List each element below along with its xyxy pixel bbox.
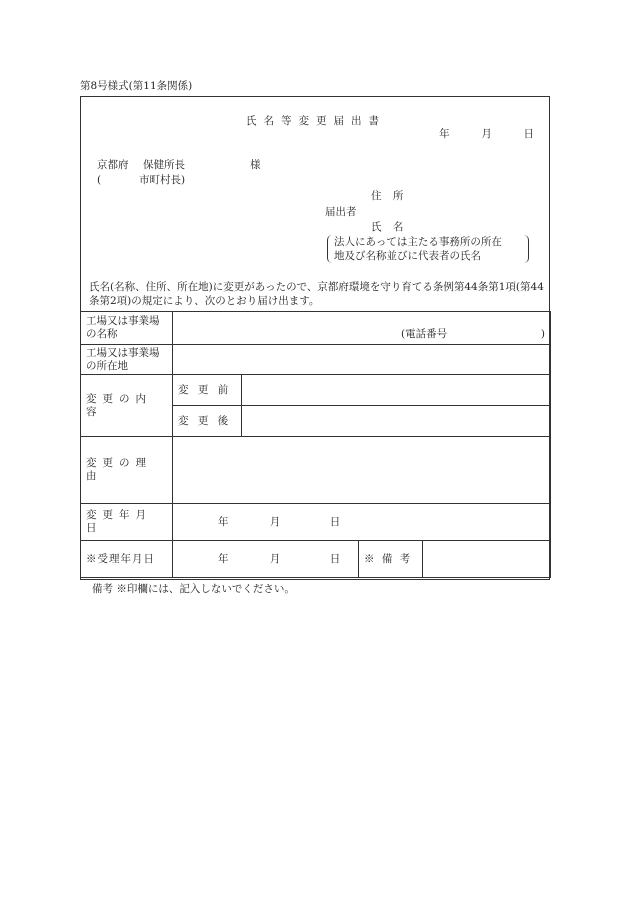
date-month: 月 xyxy=(481,128,493,140)
receipt-day: 日 xyxy=(329,552,341,565)
form-number-label: 第8号様式(第11条関係) xyxy=(80,80,193,92)
reason-field[interactable] xyxy=(173,437,551,504)
change-date-label: 変更年月日 xyxy=(81,504,173,541)
submission-date xyxy=(439,128,535,141)
facility-location-label: 工場又は事業場の所在地 xyxy=(81,345,173,375)
change-day: 日 xyxy=(329,515,341,528)
change-content-label: 変更の内容 xyxy=(81,375,173,437)
row-receipt-date xyxy=(81,541,551,578)
row-facility-name xyxy=(81,312,551,345)
addressee-alt-office: 市町村長) xyxy=(139,174,186,186)
footnote: 備考 ※印欄には、記入しないでください。 xyxy=(92,583,295,595)
notifier-address-label: 住 所 xyxy=(371,190,408,202)
addressee-prefecture: 京都府 xyxy=(97,159,129,171)
remarks-field xyxy=(423,541,551,578)
receipt-month: 月 xyxy=(269,552,281,565)
receipt-date-label: ※受理年月日 xyxy=(81,541,173,578)
notifier-label: 届出者 xyxy=(325,206,357,218)
row-facility-location xyxy=(81,345,551,375)
facility-location-field[interactable] xyxy=(173,345,551,375)
reason-label: 変更の理由 xyxy=(81,437,173,504)
form-title: 氏名等変更届出書 xyxy=(246,115,386,127)
receipt-date-field xyxy=(173,541,359,578)
change-date-field[interactable] xyxy=(173,504,551,541)
addressee-office: 保健所長 xyxy=(143,159,185,171)
addressee-honorific: 様 xyxy=(250,159,261,171)
before-field[interactable] xyxy=(242,375,551,406)
addressee-alt-paren: ( xyxy=(97,174,102,186)
date-day: 日 xyxy=(523,128,535,140)
row-reason xyxy=(81,437,551,504)
notification-table xyxy=(80,311,551,578)
before-label: 変 更 前 xyxy=(173,375,242,406)
remarks-label: ※ 備 考 xyxy=(359,541,423,578)
row-change-before xyxy=(81,375,551,406)
change-year: 年 xyxy=(218,515,229,528)
after-field[interactable] xyxy=(242,406,551,437)
row-change-date xyxy=(81,504,551,541)
phone-label: (電話番号 xyxy=(401,328,448,340)
form-frame xyxy=(80,96,550,580)
receipt-year: 年 xyxy=(218,552,229,565)
corporation-note-line1: 法人にあっては主たる事務所の所在 xyxy=(334,236,502,248)
statement-text: 氏名(名称、住所、所在地)に変更があったので、京都府環境を守り育てる条例第44条第1項(第44条第2項)の規定により、次のとおり届け出ます。 xyxy=(89,281,544,307)
corporation-note-line2: 地及び名称並びに代表者の氏名 xyxy=(334,250,481,262)
change-month: 月 xyxy=(269,515,281,528)
after-label: 変 更 後 xyxy=(173,406,242,437)
facility-name-field[interactable] xyxy=(173,312,551,345)
facility-name-label: 工場又は事業場の名称 xyxy=(81,312,173,345)
notifier-name-label: 氏 名 xyxy=(371,221,408,233)
phone-close: ) xyxy=(540,328,546,340)
date-year: 年 xyxy=(439,128,451,140)
